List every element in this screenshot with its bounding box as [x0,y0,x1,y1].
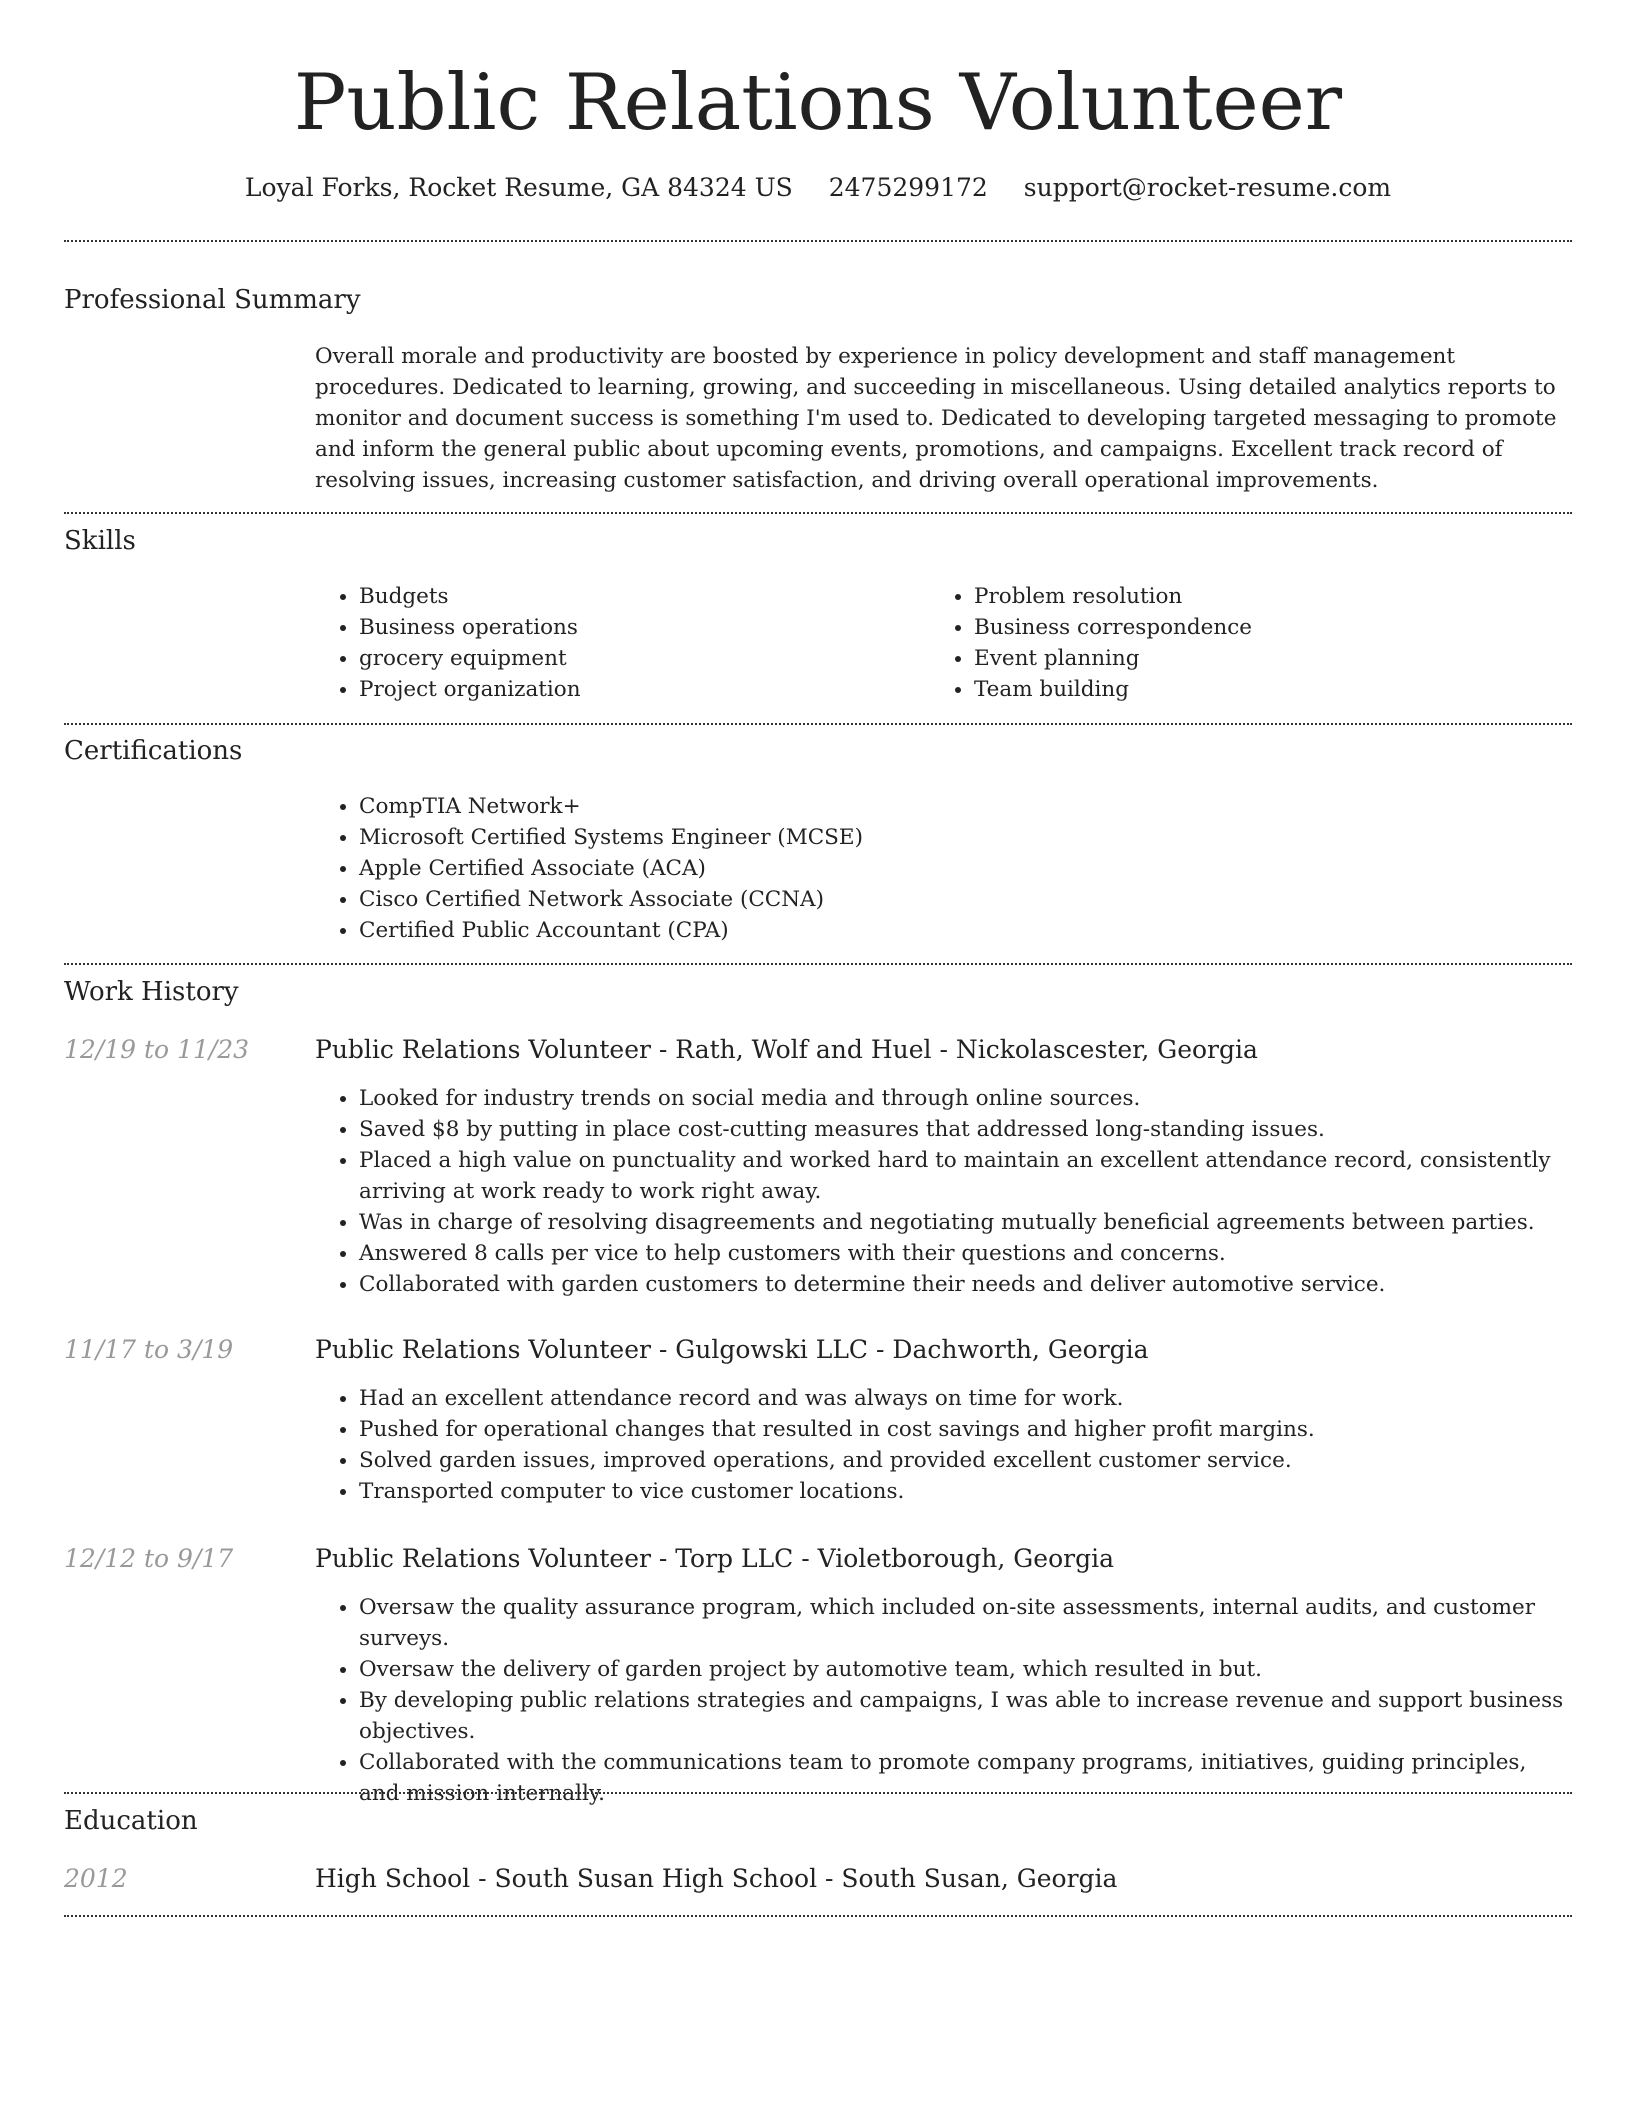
contact-phone: 2475299172 [828,173,988,202]
education-heading: Education [64,1806,198,1836]
job-bullets [315,1083,1565,1300]
certification-item: • Apple Certified Associate (ACA) [359,853,1565,884]
section-divider [64,963,1572,965]
job-bullet: • Oversaw the delivery of garden project by automotive team, which resulted in but. [359,1654,1565,1685]
job-bullets [315,1383,1565,1507]
job-bullet: • Oversaw the quality assurance program, which included on-site assessments, internal audits, and customer surveys. [359,1592,1565,1654]
section-divider [64,723,1572,725]
certification-item: • Cisco Certified Network Associate (CCNA) [359,884,1565,915]
skills-list-right [930,581,1490,705]
education-year: 2012 [64,1864,128,1893]
skill-item: • Budgets [359,581,875,612]
job-bullet: • Had an excellent attendance record and was always on time for work. [359,1383,1565,1414]
job-dates: 12/19 to 11/23 [64,1035,250,1064]
job-bullet: • Saved $8 by putting in place cost-cutting measures that addressed long-standing issues. [359,1114,1565,1145]
certification-item: • CompTIA Network+ [359,791,1565,822]
section-divider [64,512,1572,514]
job-bullet: • By developing public relations strategies and campaigns, I was able to increase revenue and support business objectives. [359,1685,1565,1747]
section-divider [64,240,1572,242]
job-bullet: • Collaborated with garden customers to determine their needs and deliver automotive service. [359,1269,1565,1300]
job-bullet: • Answered 8 calls per vice to help customers with their questions and concerns. [359,1238,1565,1269]
job-dates: 12/12 to 9/17 [64,1544,234,1573]
job-heading: Public Relations Volunteer - Torp LLC - Violetborough, Georgia [315,1544,1114,1573]
certification-item: • Microsoft Certified Systems Engineer (MCSE) [359,822,1565,853]
contact-email: support@rocket-resume.com [1023,173,1392,202]
skill-item: • grocery equipment [359,643,875,674]
candidate-name: Public Relations Volunteer [293,58,1343,148]
job-bullet: • Pushed for operational changes that resulted in cost savings and higher profit margins. [359,1414,1565,1445]
job-bullet: • Transported computer to vice customer locations. [359,1476,1565,1507]
job-bullet: • Collaborated with the communications team to promote company programs, initiatives, guiding principles, and mission internally. [359,1747,1565,1809]
education-heading-line: High School - South Susan High School - South Susan, Georgia [315,1864,1118,1893]
skills-list-left [315,581,875,705]
job-heading: Public Relations Volunteer - Gulgowski LLC - Dachworth, Georgia [315,1335,1149,1364]
certification-item: • Certified Public Accountant (CPA) [359,915,1565,946]
skill-item: • Business operations [359,612,875,643]
skill-item: • Event planning [974,643,1490,674]
section-divider [64,1792,1572,1794]
certifications-list [315,791,1565,946]
skill-item: • Team building [974,674,1490,705]
job-bullet: • Looked for industry trends on social media and through online sources. [359,1083,1565,1114]
summary-text: Overall morale and productivity are boosted by experience in policy development and staff management procedures. Dedicated to learning, growing, and succeeding in miscellaneous. Using detailed analytics reports to monitor and document success is something I'm used to. Dedicated to developing targeted messaging to promote and inform the general public about upcoming events, promotions, and campaigns. Excellent track record of resolving issues, increasing customer satisfaction, and driving overall operational improvements. [315,344,1557,493]
job-bullet: • Placed a high value on punctuality and worked hard to maintain an excellent attendance record, consistently arriving at work ready to work right away. [359,1145,1565,1207]
job-dates: 11/17 to 3/19 [64,1335,234,1364]
contact-address: Loyal Forks, Rocket Resume, GA 84324 US [244,173,793,202]
skill-item: • Business correspondence [974,612,1490,643]
contact-line [64,170,1572,206]
section-divider [64,1915,1572,1917]
summary-heading: Professional Summary [64,285,361,315]
certifications-heading: Certifications [64,736,243,766]
skills-heading: Skills [64,526,136,556]
job-bullet: • Solved garden issues, improved operations, and provided excellent customer service. [359,1445,1565,1476]
job-bullets [315,1592,1565,1809]
skill-item: • Project organization [359,674,875,705]
job-bullet: • Was in charge of resolving disagreements and negotiating mutually beneficial agreements between parties. [359,1207,1565,1238]
skill-item: • Problem resolution [974,581,1490,612]
job-heading: Public Relations Volunteer - Rath, Wolf and Huel - Nickolascester, Georgia [315,1035,1258,1064]
work-history-heading: Work History [64,977,239,1007]
